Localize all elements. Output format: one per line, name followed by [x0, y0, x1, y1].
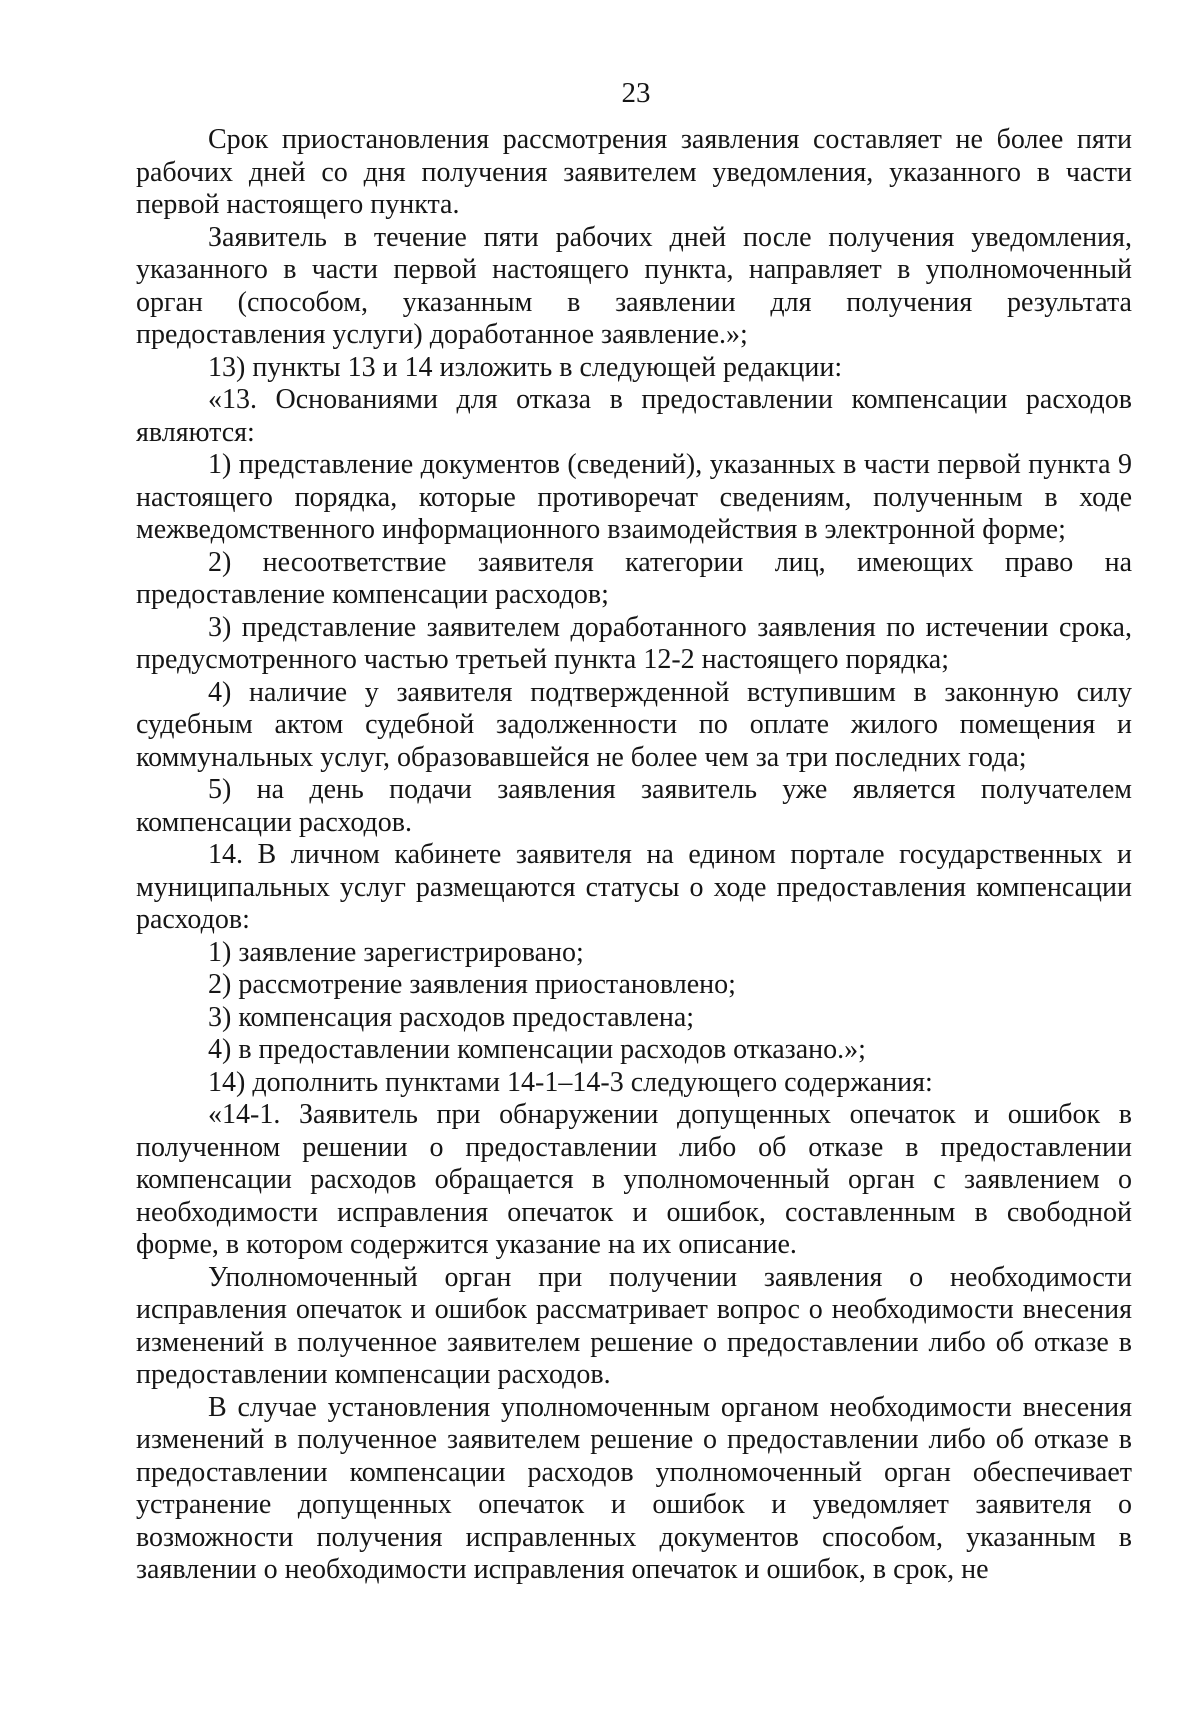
list-item-ground-4: 4) наличие у заявителя подтвержденной вступившим в законную силу судебным актом судебной задолженности по оплате жилого помещения и коммунальных услуг, образовавшейся не более чем за три последних года; — [136, 676, 1132, 773]
list-item-status-2: 2) рассмотрение заявления приостановлено; — [208, 969, 736, 1000]
paragraph-clause-13-grounds: «13. Основаниями для отказа в предоставлении компенсации расходов являются: — [136, 384, 1132, 448]
paragraph-clause-14-1: «14-1. Заявитель при обнаружении допущенных опечаток и ошибок в полученном решении о предоставлении либо об отказе в предоставлении компенсации расходов обращается в уполномоченный орган с заявлением о необходимости исправления опечаток и ошибок, составленным в свободной форме, в котором содержится указание на их описание. — [136, 1099, 1132, 1260]
paragraph-amendment-13: 13) пункты 13 и 14 изложить в следующей редакции: — [208, 351, 843, 383]
list-item-ground-5: 5) на день подачи заявления заявитель уже является получателем компенсации расходов. — [136, 774, 1132, 838]
paragraph-amendment-14: 14) дополнить пунктами 14-1–14-3 следующего содержания: — [208, 1066, 933, 1098]
list-item-ground-1: 1) представление документов (сведений), указанных в части первой пункта 9 настоящего порядка, которые противоречат сведениям, полученным в ходе межведомственного информационного взаимодействия в электронной форме; — [136, 449, 1132, 545]
paragraph-suspension-term: Срок приостановления рассмотрения заявления составляет не более пяти рабочих дней со дня получения заявителем уведомления, указанного в части первой настоящего пункта. — [136, 124, 1132, 220]
document-body — [136, 124, 1132, 1587]
list-item-status-3: 3) компенсация расходов предоставлена; — [208, 1001, 695, 1033]
list-item-ground-2: 2) несоответствие заявителя категории лиц, имеющих право на предоставление компенсации расходов; — [136, 546, 1132, 610]
page-number: 23 — [621, 77, 651, 109]
list-item-status-4: 4) в предоставлении компенсации расходов отказано.»; — [208, 1034, 866, 1065]
list-item-status-1: 1) заявление зарегистрировано; — [208, 936, 584, 968]
paragraph-applicant-resubmission: Заявитель в течение пяти рабочих дней после получения уведомления, указанного в части первой настоящего пункта, направляет в уполномоченный орган (способом, указанным в заявлении для получения результата предоставления услуги) доработанное заявление.»; — [136, 221, 1132, 350]
list-item-ground-3: 3) представление заявителем доработанного заявления по истечении срока, предусмотренного частью третьей пункта 12-2 настоящего порядка; — [136, 611, 1132, 675]
paragraph-correction-procedure: В случае установления уполномоченным органом необходимости внесения изменений в полученное заявителем решение о предоставлении либо об отказе в предоставлении компенсации расходов уполномоченный орган обеспечивает устранение допущенных опечаток и ошибок и уведомляет заявителя о возможности получения исправленных документов способом, указанным в заявлении о необходимости исправления опечаток и ошибок, в срок, не — [136, 1391, 1132, 1585]
paragraph-clause-14-statuses: 14. В личном кабинете заявителя на едином портале государственных и муниципальных услуг размещаются статусы о ходе предоставления компенсации расходов: — [136, 839, 1132, 935]
paragraph-authority-review: Уполномоченный орган при получении заявления о необходимости исправления опечаток и ошибок рассматривает вопрос о необходимости внесения изменений в полученное заявителем решение о предоставлении либо об отказе в предоставлении компенсации расходов. — [136, 1261, 1132, 1390]
